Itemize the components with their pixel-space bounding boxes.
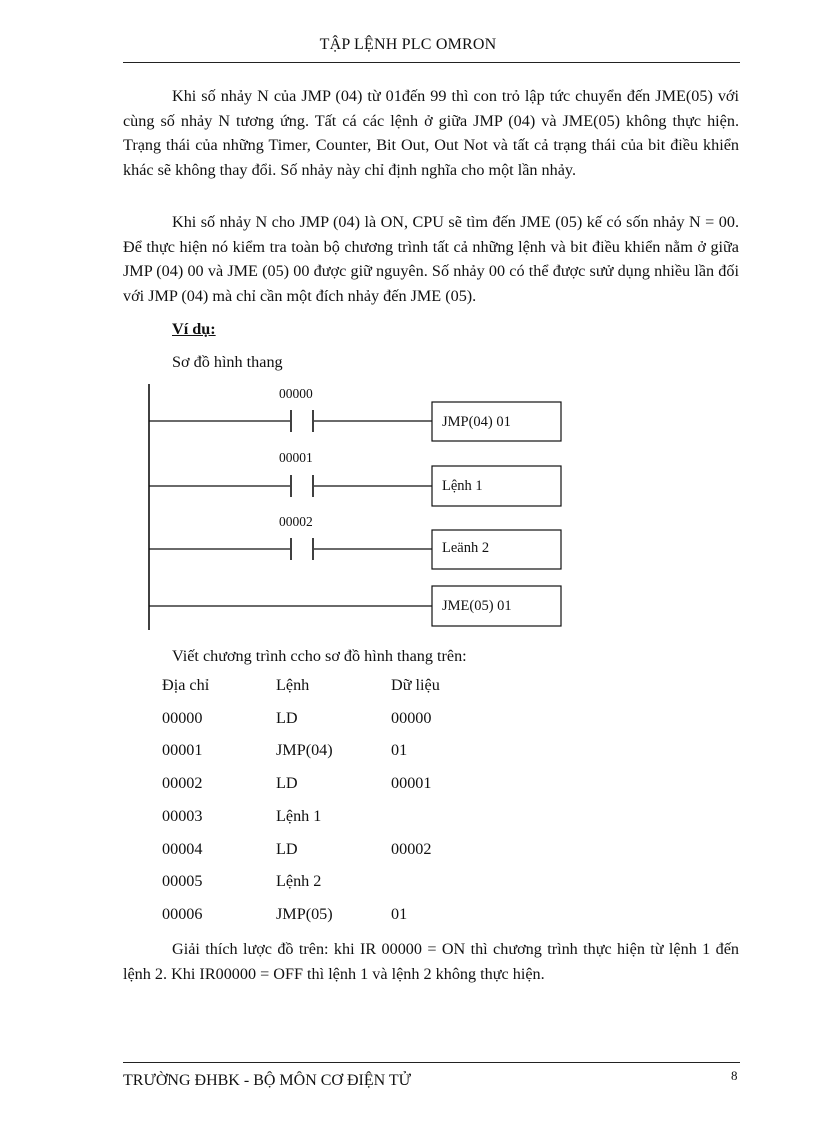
rung-3-contact-label: 00002 bbox=[279, 514, 313, 529]
row-instruction: Lệnh 1 bbox=[276, 807, 322, 825]
ladder-diagram bbox=[140, 380, 600, 635]
program-intro: Viết chương trình ccho sơ đồ hình thang trên: bbox=[172, 647, 467, 665]
row-data: 01 bbox=[391, 905, 408, 923]
rung-2-output-label: Lệnh 1 bbox=[442, 478, 483, 494]
example-heading: Ví dụ: bbox=[172, 320, 216, 338]
rung-3 bbox=[149, 514, 561, 569]
row-address: 00004 bbox=[162, 840, 203, 858]
row-address: 00001 bbox=[162, 741, 203, 759]
rung-2-contact-label: 00001 bbox=[279, 450, 313, 465]
row-data: 01 bbox=[391, 741, 408, 759]
rung-1-output-label: JMP(04) 01 bbox=[442, 414, 511, 430]
rung-4-output-label: JME(05) 01 bbox=[442, 598, 512, 614]
row-instruction: JMP(05) bbox=[276, 905, 333, 923]
row-instruction: LD bbox=[276, 774, 298, 792]
page-number: 8 bbox=[731, 1068, 738, 1083]
row-address: 00003 bbox=[162, 807, 203, 825]
header-title: TẬP LỆNH PLC OMRON bbox=[319, 36, 497, 53]
paragraph-2: Khi số nhảy N cho JMP (04) là ON, CPU sẽ tìm đến JME (05) kế có sốn nhảy N = 00. Để thực hiện nó kiểm tra toàn bộ chương trình tất cả những lệnh và bit điều khiển nằm ở giữa JMP (04) 00 và JME (05) 00 được giữ nguyên. Số nhảy 00 có thể được sưử dụng nhiều lần đối với JMP (04) mà chỉ cần một đích nhảy đến JME (05). bbox=[123, 213, 739, 305]
row-address: 00005 bbox=[162, 872, 203, 890]
row-address: 00002 bbox=[162, 774, 203, 792]
rung-2 bbox=[149, 450, 561, 506]
rung-1-contact-label: 00000 bbox=[279, 386, 313, 401]
rung-1 bbox=[149, 386, 561, 441]
row-data: 00002 bbox=[391, 840, 432, 858]
row-instruction: LD bbox=[276, 709, 298, 727]
explanation-paragraph: Giải thích lược đồ trên: khi IR 00000 = ON thì chương trình thực hiện từ lệnh 1 đến lệnh 2. Khi IR00000 = OFF thì lệnh 1 và lệnh 2 không thực hiện. bbox=[123, 940, 739, 983]
rung-3-output-label: Leänh 2 bbox=[442, 540, 490, 556]
header-address: Địa chỉ bbox=[162, 676, 210, 694]
row-data: 00001 bbox=[391, 774, 432, 792]
footer-text: TRƯỜNG ĐHBK - BỘ MÔN CƠ ĐIỆN TỬ bbox=[123, 1072, 412, 1089]
row-address: 00006 bbox=[162, 905, 203, 923]
paragraph-1: Khi số nhảy N của JMP (04) từ 01đến 99 thì con trỏ lập tức chuyển đến JME(05) với cùng số nhảy N tương ứng. Tất cá các lệnh ở giữa JMP (04) và JME(05) không thực hiện. Trạng thái của những Timer, Counter, Bit Out, Out Not và tất cả trạng thái của bit điều khiển khác sẽ không thay đổi. Số nhảy này chỉ định nghĩa cho một lần nhảy. bbox=[123, 87, 739, 179]
row-address: 00000 bbox=[162, 709, 203, 727]
row-data: 00000 bbox=[391, 709, 432, 727]
header-data: Dữ liệu bbox=[391, 676, 440, 694]
header-instruction: Lệnh bbox=[276, 676, 310, 694]
rung-4 bbox=[149, 586, 561, 626]
row-instruction: LD bbox=[276, 840, 298, 858]
row-instruction: Lệnh 2 bbox=[276, 872, 322, 890]
footer-rule bbox=[123, 1062, 740, 1063]
diagram-caption: Sơ đồ hình thang bbox=[172, 353, 283, 371]
row-instruction: JMP(04) bbox=[276, 741, 333, 759]
header-rule bbox=[123, 62, 740, 63]
